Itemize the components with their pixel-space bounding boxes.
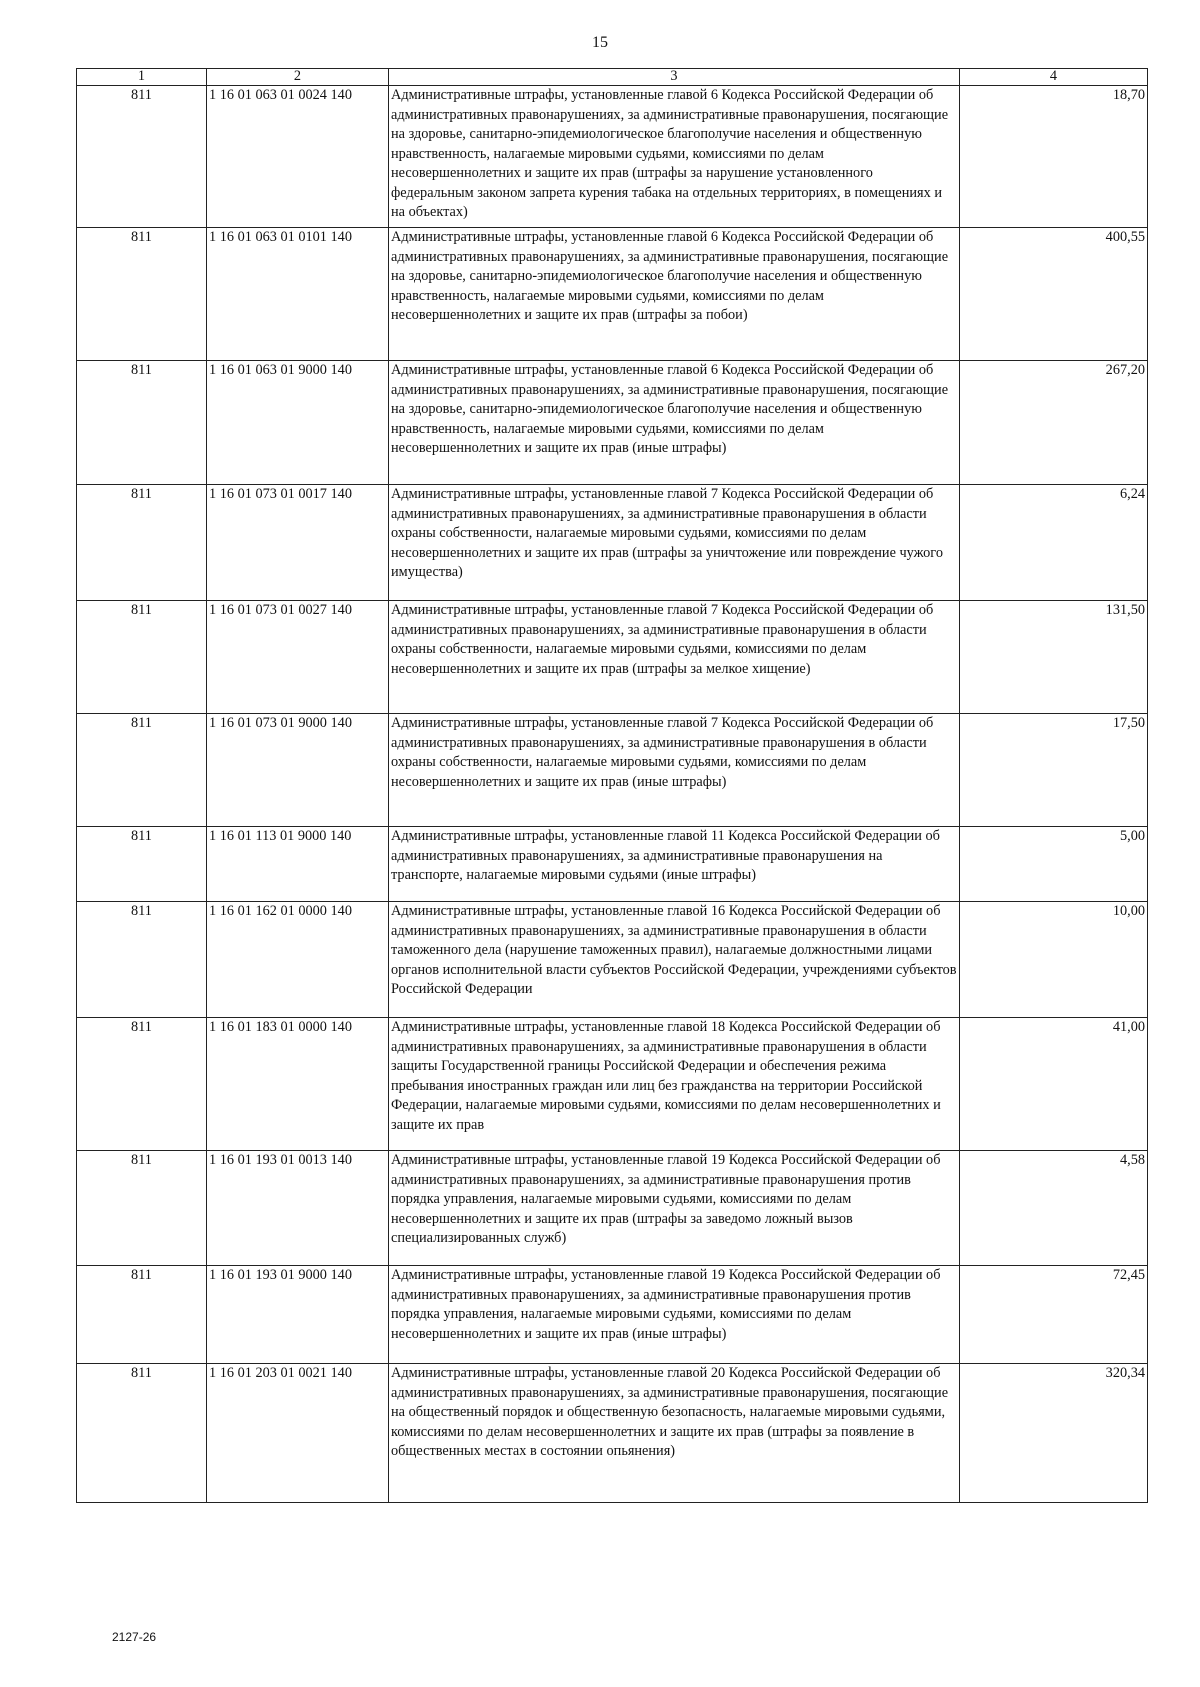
column-header-2: 2: [207, 69, 389, 86]
budget-code-cell: 1 16 01 073 01 9000 140: [207, 714, 389, 827]
table-row: [77, 86, 1148, 228]
amount-cell: 131,50: [960, 601, 1148, 714]
description-cell: Административные штрафы, установленные главой 7 Кодекса Российской Федерации об административных правонарушениях, за административные правонарушения в области охраны собственности, налагаемые мировыми судьями, комиссиями по делам несовершеннолетних и защите их прав (иные штрафы): [389, 714, 960, 827]
budget-code-cell: 1 16 01 073 01 0027 140: [207, 601, 389, 714]
column-header-4: 4: [960, 69, 1148, 86]
admin-code-cell: 811: [77, 1151, 207, 1266]
amount-cell: 267,20: [960, 361, 1148, 485]
table-row: [77, 361, 1148, 485]
table-row: [77, 1364, 1148, 1503]
budget-code-cell: 1 16 01 193 01 9000 140: [207, 1266, 389, 1364]
amount-cell: 18,70: [960, 86, 1148, 228]
table-row: [77, 1018, 1148, 1151]
budget-code-cell: 1 16 01 063 01 0101 140: [207, 228, 389, 361]
table-row: [77, 485, 1148, 601]
amount-cell: 320,34: [960, 1364, 1148, 1503]
budget-code-cell: 1 16 01 193 01 0013 140: [207, 1151, 389, 1266]
description-cell: Административные штрафы, установленные главой 20 Кодекса Российской Федерации об административных правонарушениях, за административные правонарушения, посягающие на общественный порядок и общественную безопасность, налагаемые мировыми судьями, комиссиями по делам несовершеннолетних и защите их прав (штрафы за появление в общественных местах в состоянии опьянения): [389, 1364, 960, 1503]
amount-cell: 5,00: [960, 827, 1148, 902]
budget-code-cell: 1 16 01 113 01 9000 140: [207, 827, 389, 902]
table-row: [77, 902, 1148, 1018]
description-cell: Административные штрафы, установленные главой 6 Кодекса Российской Федерации об административных правонарушениях, за административные правонарушения, посягающие на здоровье, санитарно-эпидемиологическое благополучие населения и общественную нравственность, налагаемые мировыми судьями, комиссиями по делам несовершеннолетних и защите их прав (иные штрафы): [389, 361, 960, 485]
admin-code-cell: 811: [77, 827, 207, 902]
description-cell: Административные штрафы, установленные главой 16 Кодекса Российской Федерации об административных правонарушениях, за административные правонарушения в области таможенного дела (нарушение таможенных правил), налагаемые должностными лицами органов исполнительной власти субъектов Российской Федерации, учреждениями субъектов Российской Федерации: [389, 902, 960, 1018]
admin-code-cell: 811: [77, 1018, 207, 1151]
description-cell: Административные штрафы, установленные главой 19 Кодекса Российской Федерации об административных правонарушениях, за административные правонарушения против порядка управления, налагаемые мировыми судьями, комиссиями по делам несовершеннолетних и защите их прав (штрафы за заведомо ложный вызов специализированных служб): [389, 1151, 960, 1266]
amount-cell: 400,55: [960, 228, 1148, 361]
description-cell: Административные штрафы, установленные главой 6 Кодекса Российской Федерации об административных правонарушениях, за административные правонарушения, посягающие на здоровье, санитарно-эпидемиологическое благополучие населения и общественную нравственность, налагаемые мировыми судьями, комиссиями по делам несовершеннолетних и защите их прав (штрафы за нарушение установленного федеральным законом запрета курения табака на отдельных территориях, в помещениях и на объектах): [389, 86, 960, 228]
column-header-1: 1: [77, 69, 207, 86]
budget-code-cell: 1 16 01 073 01 0017 140: [207, 485, 389, 601]
amount-cell: 41,00: [960, 1018, 1148, 1151]
amount-cell: 72,45: [960, 1266, 1148, 1364]
table-row: [77, 228, 1148, 361]
description-cell: Административные штрафы, установленные главой 18 Кодекса Российской Федерации об административных правонарушениях, за административные правонарушения в области защиты Государственной границы Российской Федерации и обеспечения режима пребывания иностранных граждан или лиц без гражданства на территории Российской Федерации, налагаемые мировыми судьями, комиссиями по делам несовершеннолетних и защите их прав: [389, 1018, 960, 1151]
budget-code-cell: 1 16 01 203 01 0021 140: [207, 1364, 389, 1503]
description-cell: Административные штрафы, установленные главой 7 Кодекса Российской Федерации об административных правонарушениях, за административные правонарушения в области охраны собственности, налагаемые мировыми судьями, комиссиями по делам несовершеннолетних и защите их прав (штрафы за уничтожение или повреждение чужого имущества): [389, 485, 960, 601]
column-header-3: 3: [389, 69, 960, 86]
table-row: [77, 1266, 1148, 1364]
admin-code-cell: 811: [77, 601, 207, 714]
description-cell: Административные штрафы, установленные главой 6 Кодекса Российской Федерации об административных правонарушениях, за административные правонарушения, посягающие на здоровье, санитарно-эпидемиологическое благополучие населения и общественную нравственность, налагаемые мировыми судьями, комиссиями по делам несовершеннолетних и защите их прав (штрафы за побои): [389, 228, 960, 361]
admin-code-cell: 811: [77, 714, 207, 827]
page-number: 15: [592, 34, 608, 51]
document-footer-code: 2127-26: [112, 1630, 157, 1644]
admin-code-cell: 811: [77, 485, 207, 601]
budget-code-cell: 1 16 01 063 01 9000 140: [207, 361, 389, 485]
table-row: [77, 827, 1148, 902]
table-row: [77, 601, 1148, 714]
header-row: [77, 69, 1148, 86]
description-cell: Административные штрафы, установленные главой 19 Кодекса Российской Федерации об административных правонарушениях, за административные правонарушения против порядка управления, налагаемые мировыми судьями, комиссиями по делам несовершеннолетних и защите их прав (иные штрафы): [389, 1266, 960, 1364]
amount-cell: 17,50: [960, 714, 1148, 827]
description-cell: Административные штрафы, установленные главой 11 Кодекса Российской Федерации об административных правонарушениях, за административные правонарушения на транспорте, налагаемые мировыми судьями (иные штрафы): [389, 827, 960, 902]
description-cell: Административные штрафы, установленные главой 7 Кодекса Российской Федерации об административных правонарушениях, за административные правонарушения в области охраны собственности, налагаемые мировыми судьями, комиссиями по делам несовершеннолетних и защите их прав (штрафы за мелкое хищение): [389, 601, 960, 714]
amount-cell: 10,00: [960, 902, 1148, 1018]
budget-code-cell: 1 16 01 162 01 0000 140: [207, 902, 389, 1018]
budget-code-cell: 1 16 01 183 01 0000 140: [207, 1018, 389, 1151]
admin-code-cell: 811: [77, 1364, 207, 1503]
admin-code-cell: 811: [77, 1266, 207, 1364]
table-row: [77, 714, 1148, 827]
amount-cell: 6,24: [960, 485, 1148, 601]
amount-cell: 4,58: [960, 1151, 1148, 1266]
revenue-table: [76, 68, 1148, 1503]
table-row: [77, 1151, 1148, 1266]
admin-code-cell: 811: [77, 228, 207, 361]
budget-code-cell: 1 16 01 063 01 0024 140: [207, 86, 389, 228]
admin-code-cell: 811: [77, 361, 207, 485]
admin-code-cell: 811: [77, 86, 207, 228]
admin-code-cell: 811: [77, 902, 207, 1018]
